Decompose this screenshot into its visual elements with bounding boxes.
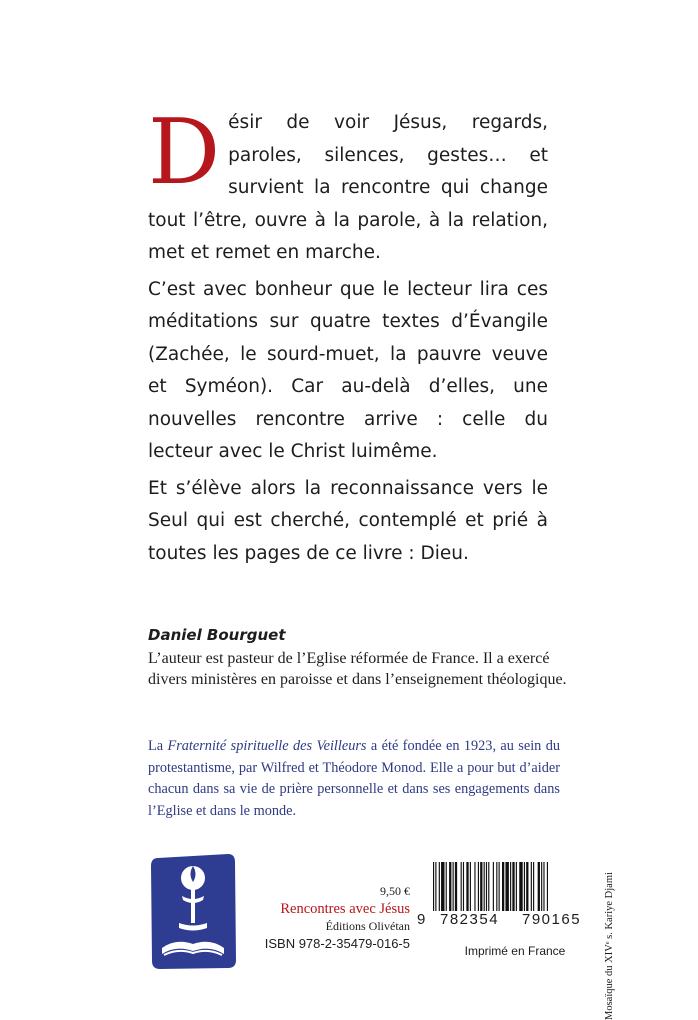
publisher: Éditions Olivétan	[325, 919, 410, 933]
fraternite-note	[148, 736, 560, 822]
author-section	[148, 626, 568, 690]
barcode-first-digit: 9	[417, 911, 426, 928]
author-bio: L’auteur est pasteur de l’Eglise réformée de France. Il a exercé divers ministères en paroisse et dans l’enseignement théologique.	[148, 650, 567, 688]
isbn: ISBN 978-2-35479-016-5	[264, 936, 410, 951]
back-cover-text	[148, 100, 548, 570]
paragraph-2: C’est avec bonheur que le lecteur lira ces méditations sur quatre textes d’Évangile (Zachée, le sourd-muet, la pauvre veuve et Syméon). Car au-delà d’elles, une nouvelles rencontre arrive : celle du lecteur avec le Christ luimême.	[148, 278, 548, 462]
barcode-right-group: 790165	[522, 911, 582, 928]
printed-in-france: Imprimé en France	[464, 944, 566, 958]
paragraph-3: Et s’élève alors la reconnaissance vers le Seul qui est cherché, contemplé et prié à toutes les pages de ce livre : Dieu.	[148, 477, 548, 564]
price: 9,50 €	[380, 884, 410, 898]
series-title: Rencontres avec Jésus	[280, 901, 410, 917]
paragraph-1-text: ésir de voir Jésus, regards, paroles, silences, gestes… et survient la rencontre qui change tout l’être, ouvre à la parole, à la relation, met et remet en marche.	[148, 112, 548, 263]
paragraph-1	[148, 100, 548, 270]
barcode-left-group: 782354	[440, 911, 500, 928]
fraternite-before: La	[148, 738, 168, 754]
drop-cap: D	[148, 100, 221, 205]
veilleurs-logo	[148, 852, 238, 970]
book-info	[232, 882, 410, 954]
image-credit-text: Mosaïque du XIVᵉ s. Kariye Djami	[604, 872, 615, 1020]
author-name: Daniel Bourguet	[148, 626, 286, 644]
fraternite-title: Fraternité spirituelle des Veilleurs	[167, 738, 367, 754]
fraternite-after: a été fondée en 1923, au sein du protestantisme, par Wilfred et Théodore Monod. Elle a pour but d’aider chacun dans sa vie de prière personnelle et dans ses engagements dans l’Eglise et dans le monde.	[148, 738, 561, 819]
